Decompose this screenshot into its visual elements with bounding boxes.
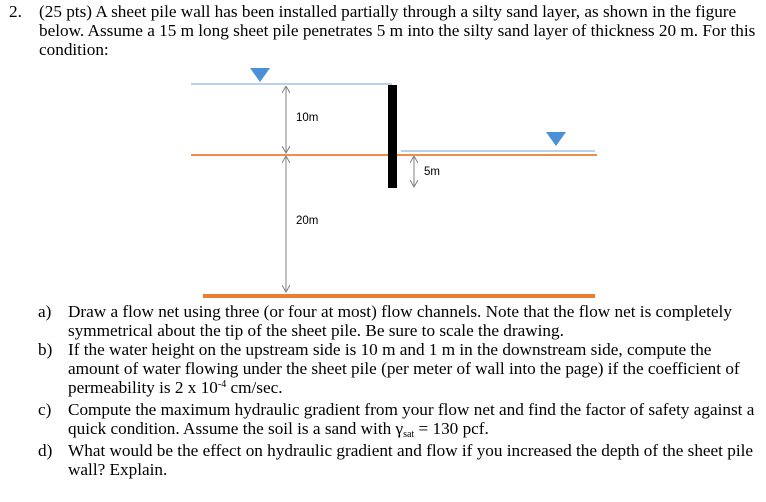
problem-number: 2. xyxy=(9,2,22,21)
question-list xyxy=(28,302,763,479)
question-a xyxy=(28,302,763,340)
upstream-water-triangle xyxy=(250,68,270,82)
exponent: -4 xyxy=(217,379,227,390)
question-letter: a) xyxy=(38,302,52,321)
question-text-end: cm/sec. xyxy=(226,378,283,397)
question-text: Compute the maximum hydraulic gradient from your flow net and find the factor of safety against a quick condition. Assume the soil is a sand with γ xyxy=(68,400,755,438)
question-text: Draw a flow net using three (or four at most) flow channels. Note that the flow net is completely symmetrical about the tip of the sheet pile. Be sure to scale the drawing. xyxy=(68,302,732,340)
question-text-end: = 130 pcf. xyxy=(414,419,489,438)
question-b xyxy=(28,340,763,400)
question-letter: c) xyxy=(38,400,52,419)
downstream-water-triangle xyxy=(546,132,566,146)
question-c xyxy=(28,400,763,441)
problem-text: (25 pts) A sheet pile wall has been installed partially through a silty sand layer, as shown in the figure below. Assume a 15 m long sheet pile penetrates 5 m into the silty sand layer of thickness 20 m. For this condition: xyxy=(39,2,756,59)
question-d xyxy=(28,441,763,479)
question-letter: d) xyxy=(38,441,53,460)
subscript: sat xyxy=(403,429,415,440)
label-5m: 5m xyxy=(424,166,440,178)
label-20m: 20m xyxy=(296,215,319,227)
question-text: If the water height on the upstream side is 10 m and 1 m in the downstream side, compute the amount of water flowing under the sheet pile (per meter of wall into the page) if the coefficient of permeability is 2 x 10 xyxy=(68,340,740,397)
question-letter: b) xyxy=(38,340,53,359)
label-10m: 10m xyxy=(296,112,319,124)
sheet-pile xyxy=(388,85,397,188)
question-text: What would be the effect on hydraulic gradient and flow if you increased the depth of the sheet pile wall? Explain. xyxy=(68,441,754,479)
